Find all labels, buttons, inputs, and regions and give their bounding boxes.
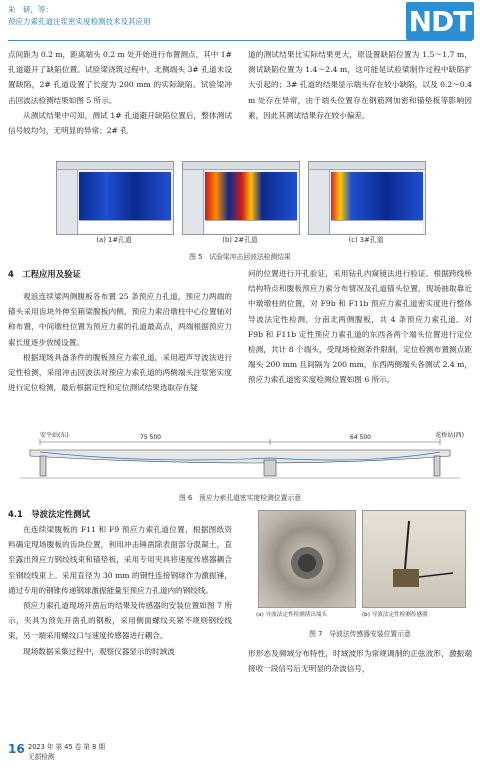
paragraph: 根据现场具备条件的腹板预应力索孔道，采用超声导波法进行定性检测，采用冲击回波法对预应力索孔道的两侧端头注浆密实度进行定位检测，最后根据定性和定位测试结果选取存在疑 xyxy=(8,352,232,393)
sensor-icon xyxy=(363,511,465,607)
figure-5-sublabel-a: (a) 1#孔道 xyxy=(96,236,132,244)
page-number: 16 xyxy=(8,742,25,756)
figure-7-caption: 图 7 导波法传感器安装位置示意 xyxy=(309,630,411,638)
figure-7-sublabel-b: (b) 导波法定性检测传感器 xyxy=(362,612,428,618)
footer-meta xyxy=(28,742,105,762)
figure-7-photo-a xyxy=(258,510,356,608)
paragraph: 在连续梁腹板的 F11 和 F9 预应力索孔道位置，根据图纸资料确定现场腹板的齿块位置，利用冲击锤凿除表面部分混凝土，直至露出预应力钢绞线束和锚垫板，采用专用夹具将速度传感器耦合至钢绞线束上。采用直径为 30 mm 的钢性连接钢球作为激振锤，通过专用的钢锥传递钢球激振能量至预应力孔道内的钢绞线。 xyxy=(8,525,232,595)
section-4-left-column xyxy=(8,289,232,395)
figure-5 xyxy=(56,161,424,243)
figure-5-panel-c xyxy=(308,161,426,235)
paragraph: 从测试结果中可知，测试 1# 孔道避开缺陷位置后，整体测试信号较均匀，无明显的异常；2# 孔 xyxy=(8,110,232,136)
section-4-right-column xyxy=(248,266,472,388)
paragraph: 观浪连续梁两侧腹板各布置 25 条预应力孔道，预应力两端的锚头采用齿块外伸至箱梁腹板内侧，预应力索沿墩柱中心位置轴对称布置，中间墩柱位置为预应力索的孔道最高点，两端根据预应力索长度逐步放缓设置。 xyxy=(8,292,232,347)
bridge-elevation-diagram xyxy=(10,430,470,490)
figure-5-panel-a xyxy=(56,161,174,235)
journal-logo: NDT xyxy=(406,2,474,40)
figure-7-sublabel-a: (a) 导波法定性检测凿出端头 xyxy=(256,612,328,618)
footer-journal: 无损检测 xyxy=(28,753,55,761)
figure-6-left-station: 安平站(东) xyxy=(40,432,69,439)
figure-6-left-dimension: 75 500 xyxy=(140,434,161,441)
strand-icon xyxy=(259,511,355,607)
top-left-column xyxy=(8,47,232,138)
paragraph: 问的位置进行开孔验证，采用钻孔内窥镜法进行验证。根据跨线桥结构特点和腹板预应力索分布情况及孔道锚头位置，现场抽取靠近中墩墩柱的位置，对 F9b 和 F11b 预应力索孔道密实度进行整体导波法定性检测，分南北两侧腹板，共 4 条预应力索孔道。对 F9b 和 F11b 定性预应力索孔道的东西各两个端头位置进行定位检测，共计 8 个端头，受现场检测条件限制，定位检测布置测点距端头 200 mm 且间隔为 200 mm，东西两侧端头各测试 2.4 m，预应力索孔道密实度检测位置如图 6 所示。 xyxy=(248,269,472,385)
header-divider xyxy=(8,40,472,41)
bottom-right-column xyxy=(248,646,472,676)
top-right-column xyxy=(248,47,472,123)
paragraph: 点间距为 0.2 m，距离端头 0.2 m 处开始进行布置测点，其中 1# 孔道避开了缺陷位置。试验梁浇筑过程中，北侧端头 3# 孔道未设置缺陷，2# 孔道设置了长度为 200 mm 的实际缺陷。试验梁冲击回波法检测结果如图 5 所示。 xyxy=(8,50,232,105)
figure-5-caption: 图 5 试验梁冲击回波法检测结果 xyxy=(189,253,291,261)
section-4-1-title: 4.1 导波法定性测试 xyxy=(8,509,90,519)
paragraph: 预应力索孔道现场开凿后的结果及传感器的安装位置如图 7 所示，夹具为预先开凿孔的钢板，采用侧面螺纹夹紧不规则钢绞线束，另一端采用螺纹口与速度传感器进行耦合。 xyxy=(8,601,232,641)
figure-7-photo-b xyxy=(362,510,466,608)
footer-issue: 2023 年 第 45 卷 第 8 期 xyxy=(28,743,106,751)
section-4-title: 4 工程应用及验证 xyxy=(8,269,81,279)
paragraph: 道的测试结果比实际结果更大，原设置缺陷位置为 1.5～1.7 m，测试缺陷位置为 1.4～2.4 m，这可能是试验梁制作过程中缺陷扩大引起的；3# 孔道的结果显示端头存在较小缺陷，以及 0.2～0.4 m 处存在异常，由于端头位置存在钢筋网加密和锚垫板等影响因素，因此其测试结果存在较小偏差。 xyxy=(248,50,472,120)
section-4-1-column xyxy=(8,522,232,659)
figure-6-caption: 图 6 预应力索孔道密实度检测位置示意 xyxy=(178,494,302,502)
figure-6-right-dimension: 64 500 xyxy=(350,434,371,441)
paragraph: 现场数据采集过程中，观察仪器显示的时域波 xyxy=(23,646,175,656)
figure-5-sublabel-b: (b) 2#孔道 xyxy=(222,236,258,244)
figure-6-right-station: 花桥站(西) xyxy=(435,432,464,439)
header-article-title: 预应力索孔道注浆密实度检测技术及其应用 xyxy=(8,17,151,26)
paragraph: 形形态及频域分布特性，时域波形为常规调制的正弦波形，激振端接收一段信号后无明显的杂波信号， xyxy=(248,649,472,674)
figure-5-sublabel-c: (c) 3#孔道 xyxy=(348,236,384,244)
figure-6 xyxy=(10,430,470,490)
figure-5-panel-b xyxy=(182,161,300,235)
header-authors: 朱 研，等： xyxy=(8,5,53,14)
